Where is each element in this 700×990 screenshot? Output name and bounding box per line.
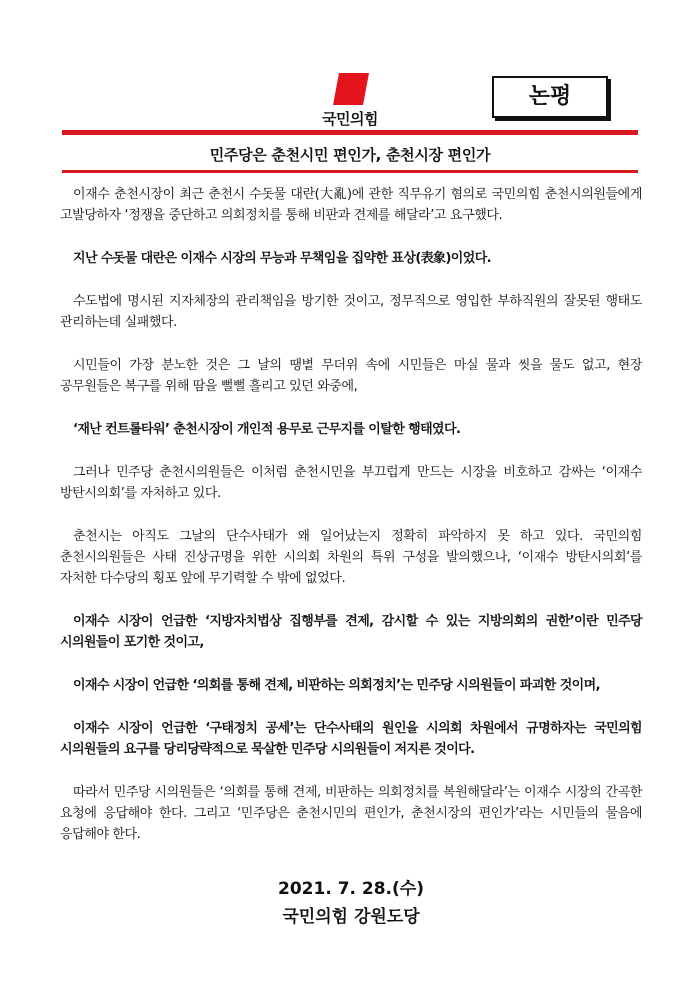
paragraph-4: 시민들이 가장 분노한 것은 그 날의 땡볕 무더위 속에 시민들은 마실 물과 씻을 물도 없고, 현장 공무원들은 복구를 위해 땀을 뻘뻘 흘리고 있던 와중에, <box>60 358 642 394</box>
statement-body <box>60 184 642 867</box>
statement-date: 2021. 7. 28.(수) <box>278 879 424 899</box>
header-rule-top <box>62 130 638 135</box>
document-type-badge: 논평 <box>492 76 608 118</box>
paragraph-8: 이재수 시장이 언급한 ‘지방자치법상 집행부를 견제, 감시할 수 있는 지방의회의 권한’이란 민주당 시의원들이 포기한 것이고, <box>60 614 642 650</box>
issuing-organization: 국민의힘 강원도당 <box>282 907 420 927</box>
paragraph-9: 이재수 시장이 언급한 ‘의회를 통해 견제, 비판하는 의회정치’는 민주당 시의원들이 파괴한 것이며, <box>73 678 600 693</box>
paragraph-6: 그러나 민주당 춘천시의원들은 이처럼 춘천시민을 부끄럽게 만드는 시장을 비호하고 감싸는 ‘이재수 방탄시의회’를 자처하고 있다. <box>60 465 642 501</box>
page-title: 민주당은 춘천시민 편인가, 춘천시장 편인가 <box>209 146 491 164</box>
header-rule-bottom <box>62 170 638 173</box>
paragraph-10: 이재수 시장이 언급한 ‘구태정치 공세’는 단수사태의 원인을 시의회 차원에서 규명하자는 국민의힘 시의원들의 요구를 당리당략적으로 묵살한 민주당 시의원들이 저지른 것이다. <box>60 721 642 757</box>
paragraph-3: 수도법에 명시된 지자체장의 관리책임을 방기한 것이고, 정무직으로 영입한 부하직원의 잘못된 행태도 관리하는데 실패했다. <box>60 294 642 330</box>
paragraph-7: 춘천시는 아직도 그날의 단수사태가 왜 일어났는지 정확히 파악하지 못 하고 있다. 국민의힘 춘천시의원들은 사태 진상규명을 위한 시의회 차원의 특위 구성을 발의했으나, ‘이재수 방탄시의회’를 자처한 다수당의 횡포 앞에 무기력할 수 밖에 없었다. <box>60 529 642 586</box>
party-logo-icon <box>332 72 370 106</box>
party-logo-text: 국민의힘 <box>322 110 378 128</box>
paragraph-5: ‘재난 컨트롤타워’ 춘천시장이 개인적 용무로 근무지를 이탈한 행태였다. <box>73 422 461 437</box>
paragraph-1: 이재수 춘천시장이 최근 춘천시 수돗물 대란(大亂)에 관한 직무유기 혐의로 국민의힘 춘천시의원들에게 고발당하자 ‘정쟁을 중단하고 의회정치를 통해 비판과 견제를 해달라’고 요구했다. <box>60 187 642 223</box>
paragraph-11: 따라서 민주당 시의원들은 ‘의회를 통해 견제, 비판하는 의회정치를 복원해달라’는 이재수 시장의 간곡한 요청에 응답해야 한다. 그리고 ‘민주당은 춘천시민의 편인가, 춘천시장의 편인가’라는 시민들의 물음에 응답해야 한다. <box>60 785 642 842</box>
paragraph-2: 지난 수돗물 대란은 이재수 시장의 무능과 무책임을 집약한 표상(表象)이었다. <box>73 251 492 266</box>
